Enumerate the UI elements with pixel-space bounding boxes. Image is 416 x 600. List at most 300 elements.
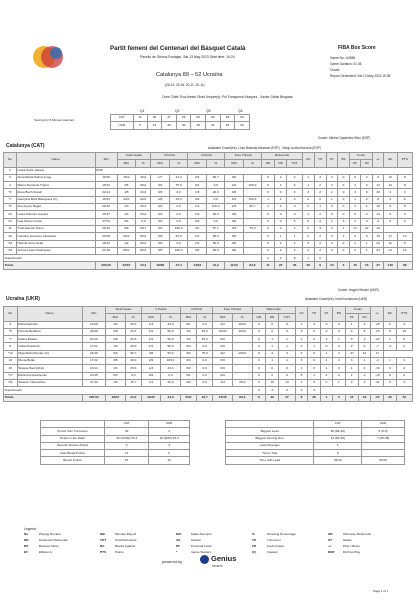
player-name: Helena Oma Giralt bbox=[16, 240, 95, 247]
stat-cell: 3 bbox=[302, 240, 314, 247]
stat-cell: 0 bbox=[338, 247, 350, 254]
stat-cell: 57,1 bbox=[206, 225, 225, 232]
legend-item bbox=[176, 538, 201, 542]
stat-cell: 4/7 bbox=[188, 225, 207, 232]
stat-cell: 2 bbox=[349, 247, 360, 254]
player-name: Mama Dembelé Traoré bbox=[16, 182, 95, 189]
stat-cell: 25,0 bbox=[125, 321, 141, 328]
stat-cell: 0/3 bbox=[180, 343, 196, 350]
stat-cell: 0 bbox=[274, 211, 286, 218]
comp-team-ukr: UKR bbox=[362, 421, 405, 428]
team-coach-cell: 0 bbox=[252, 387, 265, 394]
stat-cell: 2 bbox=[274, 196, 286, 203]
player-row bbox=[4, 189, 413, 196]
player-number: 2 bbox=[4, 167, 17, 174]
col-ef: EF bbox=[384, 153, 397, 168]
stat-cell: 0 bbox=[326, 233, 337, 240]
stat-cell: 66,7 bbox=[136, 225, 151, 232]
stat-cell: 8 bbox=[373, 196, 384, 203]
totals-cell: 84,6 bbox=[243, 262, 262, 269]
totals-cell: 46 bbox=[384, 394, 396, 401]
stat-cell: 1 bbox=[349, 204, 360, 211]
comparison-cat: 3 bbox=[105, 442, 149, 449]
stat-cell: 10 bbox=[266, 379, 279, 386]
legend-item bbox=[100, 550, 124, 554]
col-no: No bbox=[4, 153, 17, 168]
stat-cell: 0 bbox=[308, 350, 321, 357]
comparison-cat: 32 (16/30) 53,3 bbox=[105, 435, 149, 442]
legend-desc: Assists bbox=[191, 538, 201, 542]
col-min: Min bbox=[95, 153, 117, 168]
stat-cell: 0 bbox=[266, 321, 279, 328]
stat-cell: 0 bbox=[320, 379, 332, 386]
stat-cell: 1/4 bbox=[180, 328, 196, 335]
stat-cell: 0 bbox=[308, 358, 321, 365]
group-ft: Free Throws bbox=[213, 307, 252, 314]
stat-cell: 0 bbox=[308, 365, 321, 372]
stat-cell: 75,0 bbox=[243, 225, 262, 232]
stat-cell: 0,0 bbox=[169, 204, 188, 211]
stat-cell: 10:56 bbox=[95, 174, 117, 181]
stat-cell: 3 bbox=[361, 182, 373, 189]
stat-cell: 6 bbox=[358, 328, 370, 335]
col-%-10: % bbox=[232, 314, 252, 321]
stat-cell: 0 bbox=[252, 372, 265, 379]
stat-cell: 1 bbox=[302, 182, 314, 189]
interval-score: 37 bbox=[162, 115, 177, 122]
stat-cell: 10:25 bbox=[82, 321, 105, 328]
stat-cell: 2 bbox=[338, 233, 350, 240]
stat-cell: 1 bbox=[274, 233, 286, 240]
stat-cell: 0/0 bbox=[213, 372, 233, 379]
interval-team: CAT bbox=[111, 115, 134, 122]
stat-cell: 0 bbox=[333, 343, 346, 350]
player-row bbox=[4, 182, 413, 189]
stat-cell: 3 bbox=[287, 204, 303, 211]
stat-cell: 3 bbox=[338, 218, 350, 225]
stat-cell: 1/1 bbox=[188, 204, 207, 211]
ukr-coach: Coach: Ievgen Murzin (UKR) bbox=[338, 288, 379, 292]
stat-cell: 1/4 bbox=[180, 336, 196, 343]
col-pts: PTS bbox=[396, 307, 412, 322]
stat-cell: 100,0 bbox=[169, 225, 188, 232]
player-number: 3 bbox=[4, 321, 18, 328]
cat-coach: Coach: Mireia Capdevila Olivo (ESP) bbox=[318, 136, 371, 140]
stat-cell: 2 bbox=[302, 233, 314, 240]
stat-cell: 2/2 bbox=[151, 225, 170, 232]
comp-team-cat: CAT bbox=[314, 421, 362, 428]
stat-cell: 0/0 bbox=[213, 358, 233, 365]
stat-cell: 60,0 bbox=[136, 233, 151, 240]
stat-cell: 33,3 bbox=[161, 365, 181, 372]
stat-cell: 3 bbox=[274, 218, 286, 225]
legend-abbr: TOT bbox=[100, 538, 107, 542]
stat-cell: 0/2 bbox=[151, 218, 170, 225]
stat-cell: 100,0 bbox=[206, 204, 225, 211]
stat-cell: 0,0 bbox=[206, 182, 225, 189]
col-name: Name bbox=[16, 153, 95, 168]
totals-cell: 13 bbox=[326, 262, 337, 269]
stat-cell: 0 bbox=[358, 372, 370, 379]
legend-abbr: No bbox=[24, 532, 29, 536]
player-row bbox=[4, 379, 413, 386]
stat-cell: 1/2 bbox=[117, 240, 136, 247]
col-ma-7: M/A bbox=[188, 160, 207, 167]
player-number: 13 bbox=[4, 218, 17, 225]
player-row bbox=[4, 336, 413, 343]
player-row bbox=[4, 167, 413, 174]
stat-cell: 13 bbox=[279, 379, 295, 386]
stat-cell: 1 bbox=[262, 196, 275, 203]
stat-cell: 3 bbox=[302, 189, 314, 196]
stat-cell: 33,3 bbox=[125, 328, 141, 335]
totals-cell: 22,7 bbox=[197, 394, 213, 401]
team-coach-fill bbox=[320, 387, 412, 394]
stat-cell: 0/2 bbox=[180, 379, 196, 386]
stat-cell: 1/6 bbox=[106, 379, 126, 386]
stat-cell: 0/4 bbox=[117, 218, 136, 225]
stat-cell: 4 bbox=[302, 211, 314, 218]
player-row bbox=[4, 218, 413, 225]
comparison-ukr: 12 bbox=[149, 457, 190, 464]
ukr-asst-coach: Assistant Coach(es): Inna Kovtunova (UKR) bbox=[305, 297, 368, 301]
col-pf-18: PF bbox=[349, 160, 360, 167]
comparison-row bbox=[41, 442, 190, 449]
player-number: *16 bbox=[4, 240, 17, 247]
stat-cell: 0 bbox=[252, 350, 265, 357]
stat-cell: 0 bbox=[262, 182, 275, 189]
interval-score: 60 bbox=[191, 115, 206, 122]
totals-cell: 5/22 bbox=[180, 394, 196, 401]
legend-desc: Fouls Drawn bbox=[267, 544, 285, 548]
totals-cell: 4 bbox=[320, 394, 332, 401]
group-fg: Field Goals bbox=[106, 307, 142, 314]
game-no: Game No.: 64556 bbox=[330, 56, 356, 60]
legend-abbr: DNP bbox=[328, 550, 335, 554]
stat-cell: 2 bbox=[326, 189, 337, 196]
legend-desc: Total Rebounds bbox=[115, 538, 137, 542]
legend-desc: Points bbox=[115, 550, 124, 554]
stat-cell: 1/4 bbox=[106, 321, 126, 328]
interval-score: 5 bbox=[133, 122, 147, 129]
stat-cell: 17 bbox=[384, 233, 397, 240]
comparison-ukr: 4 bbox=[149, 428, 190, 435]
stat-cell: 100,0 bbox=[232, 328, 252, 335]
stat-cell: 0 bbox=[338, 182, 350, 189]
stat-cell: 0 bbox=[326, 204, 337, 211]
col-no: No bbox=[4, 307, 18, 322]
stat-cell bbox=[243, 211, 262, 218]
player-name: Laia Flores Costa bbox=[16, 218, 95, 225]
col-%-8: % bbox=[197, 314, 213, 321]
stat-cell: 1/5 bbox=[188, 189, 207, 196]
stat-cell: 1 bbox=[349, 240, 360, 247]
report-title: Partit femení del Centenari del Bàsquet Català bbox=[110, 45, 246, 52]
stat-cell: 0/0 bbox=[213, 343, 233, 350]
fiba-label: FIBA Box Score bbox=[338, 45, 376, 51]
stat-cell: -31 bbox=[371, 379, 384, 386]
comparison-cat: 0 bbox=[314, 450, 362, 457]
comparison-label: Bench Points bbox=[41, 457, 105, 464]
group-fouls: Fouls bbox=[345, 307, 371, 314]
stat-cell: 6 bbox=[279, 372, 295, 379]
stat-cell: 0,0 bbox=[197, 358, 213, 365]
totals-cell: 89 bbox=[397, 262, 413, 269]
interval-score: 41 bbox=[206, 122, 221, 129]
stat-cell: 0 bbox=[338, 189, 350, 196]
report-subtitle: Pavelló de Girona-Fontajau, Sat 13 May 2023 Start time: 10:24 bbox=[140, 55, 235, 59]
page-number: Page 1 of 1 bbox=[373, 589, 389, 593]
stat-cell: 3 bbox=[266, 350, 279, 357]
stat-cell: 23 bbox=[373, 247, 384, 254]
col-fd-19: FD bbox=[358, 314, 370, 321]
legend-item bbox=[24, 544, 59, 548]
stat-cell: 1 bbox=[361, 247, 373, 254]
legend-abbr: TO bbox=[252, 538, 257, 542]
stat-cell: 2 bbox=[314, 247, 326, 254]
totals-cell: 29 bbox=[266, 394, 279, 401]
legend-abbr: +/- bbox=[328, 544, 332, 548]
stat-cell: 1 bbox=[361, 204, 373, 211]
stat-cell: 1 bbox=[320, 365, 332, 372]
stat-cell: 0 bbox=[333, 365, 346, 372]
col-ma-5: M/A bbox=[151, 160, 170, 167]
stat-cell: 1/2 bbox=[141, 328, 160, 335]
stat-cell: 2 bbox=[384, 189, 397, 196]
stat-cell: 100,0 bbox=[232, 321, 252, 328]
stat-cell: 2 bbox=[396, 343, 412, 350]
comparison-row bbox=[41, 435, 190, 442]
stat-cell: 60,0 bbox=[136, 182, 151, 189]
player-name: Txell Alarcón Otero bbox=[16, 225, 95, 232]
comparison-label: Biggest Scoring Run bbox=[226, 435, 314, 442]
comparison-label: Second Chance Points bbox=[41, 442, 105, 449]
stat-cell bbox=[243, 233, 262, 240]
legend-item bbox=[328, 538, 352, 542]
stat-cell bbox=[232, 358, 252, 365]
player-row bbox=[4, 247, 413, 254]
stat-cell: 0 bbox=[274, 189, 286, 196]
ukr-box-table bbox=[3, 306, 413, 402]
stat-cell: 0/0 bbox=[225, 233, 243, 240]
stat-cell: 0,0 bbox=[206, 196, 225, 203]
genius-wordmark: Genius bbox=[211, 554, 237, 563]
group-fouls: Fouls bbox=[349, 153, 372, 160]
col-pf-18: PF bbox=[345, 314, 358, 321]
totals-cell: 14/34 bbox=[188, 262, 207, 269]
legend-item bbox=[24, 532, 61, 536]
stat-cell: 2/2 bbox=[141, 358, 160, 365]
team-coach-cell: 5 bbox=[287, 255, 303, 262]
stat-cell: 0/0 bbox=[213, 336, 233, 343]
stat-cell: 8 bbox=[384, 372, 396, 379]
stat-cell: 22:39 bbox=[95, 247, 117, 254]
stat-cell: 33,3 bbox=[161, 321, 181, 328]
stat-cell: 12 bbox=[384, 174, 397, 181]
totals-row bbox=[4, 262, 413, 269]
stat-cell: 0 bbox=[252, 328, 265, 335]
stat-cell: 2 bbox=[396, 365, 412, 372]
stat-cell: 8 bbox=[384, 328, 396, 335]
stat-cell: 14 bbox=[373, 211, 384, 218]
stat-cell: 0,0 bbox=[125, 372, 141, 379]
stat-cell: 50,0 bbox=[206, 240, 225, 247]
stat-cell: 0 bbox=[262, 247, 275, 254]
col-bs: BS bbox=[338, 153, 350, 168]
stat-cell: 25,0 bbox=[232, 379, 252, 386]
stat-cell: 8 bbox=[302, 218, 314, 225]
comparison-cat: 39:23 bbox=[314, 457, 362, 464]
col-or-11: OR bbox=[252, 314, 265, 321]
player-number: *6 bbox=[4, 189, 17, 196]
stat-cell: 27:40 bbox=[82, 379, 105, 386]
player-name: Carolina Guerrero Alcantara bbox=[16, 233, 95, 240]
stat-cell: 16,7 bbox=[125, 379, 141, 386]
legend-title: Legend bbox=[24, 527, 36, 531]
player-number: *7 bbox=[4, 196, 17, 203]
comparison-ukr: 7 (45-38) bbox=[362, 435, 405, 442]
stat-cell: -3 bbox=[371, 358, 384, 365]
powered-by: powered by bbox=[162, 559, 183, 564]
stat-cell: 2 bbox=[287, 174, 303, 181]
totals-cell: 36 bbox=[287, 262, 303, 269]
stat-cell: 0/1 bbox=[188, 182, 207, 189]
col-as: AS bbox=[295, 307, 308, 322]
stat-cell: 20,0 bbox=[125, 343, 141, 350]
stat-cell: 2 bbox=[349, 233, 360, 240]
totals-cell: 26 bbox=[302, 262, 314, 269]
stat-cell: 3 bbox=[345, 328, 358, 335]
stat-cell: 4 bbox=[396, 321, 412, 328]
player-number: *17 bbox=[4, 372, 18, 379]
stat-cell: 0 bbox=[295, 343, 308, 350]
stat-cell: 20:06 bbox=[95, 233, 117, 240]
stat-cell: 2 bbox=[345, 372, 358, 379]
stat-cell: 3 bbox=[361, 218, 373, 225]
comparison-ukr bbox=[362, 442, 405, 449]
comparison-row bbox=[41, 428, 190, 435]
stat-cell: 0/1 bbox=[180, 321, 196, 328]
stat-cell: 1/2 bbox=[188, 233, 207, 240]
stat-cell: DNP bbox=[95, 167, 412, 174]
stat-cell: 0 bbox=[326, 211, 337, 218]
ukr-team-name: Ucraïna (UKR) bbox=[6, 296, 40, 302]
stat-cell: 0 bbox=[295, 350, 308, 357]
totals-cell: 37 bbox=[373, 262, 384, 269]
player-name: Uliana Datsko bbox=[17, 336, 82, 343]
stat-cell: 22 bbox=[361, 225, 373, 232]
legend-abbr: DR bbox=[24, 538, 29, 542]
stat-cell: 0 bbox=[314, 196, 326, 203]
stat-cell: 4 bbox=[279, 358, 295, 365]
totals-cell: 32/72 bbox=[117, 262, 136, 269]
stat-cell: 19 bbox=[397, 247, 413, 254]
stat-cell: 50,0 bbox=[161, 350, 181, 357]
stat-cell: 8 bbox=[295, 372, 308, 379]
group-reb: Rebounds bbox=[262, 153, 303, 160]
comparison-label: Points from Turnovers bbox=[41, 428, 105, 435]
player-number: 11 bbox=[4, 225, 17, 232]
comparison-cat: 30 bbox=[105, 428, 149, 435]
legend-item bbox=[252, 538, 281, 542]
stat-cell: 1 bbox=[279, 343, 295, 350]
stat-cell: 0 bbox=[266, 365, 279, 372]
stat-cell: 0,0 bbox=[197, 379, 213, 386]
stat-cell: 6 bbox=[384, 204, 397, 211]
q4-label: Q4 bbox=[238, 109, 243, 113]
totals-cell: 18 bbox=[358, 394, 370, 401]
stat-cell: 11 bbox=[384, 240, 397, 247]
stat-cell: 1/3 bbox=[141, 365, 160, 372]
comparison-row bbox=[226, 442, 405, 449]
comparison-cat: 1 bbox=[314, 442, 362, 449]
legend-desc: Personal Fouls bbox=[191, 544, 212, 548]
stat-cell: 5 bbox=[384, 379, 396, 386]
comparison-label: Lead Changes bbox=[226, 442, 314, 449]
player-row bbox=[4, 321, 413, 328]
col-tot-13: TOT bbox=[279, 314, 295, 321]
comp-team-cat: CAT bbox=[105, 421, 149, 428]
player-row bbox=[4, 225, 413, 232]
legend-abbr: % bbox=[252, 532, 255, 536]
stat-cell: 40,0 bbox=[125, 358, 141, 365]
crowd: Crowd: bbox=[330, 68, 341, 72]
legend-abbr: ST bbox=[328, 538, 332, 542]
stat-cell: 3 bbox=[358, 379, 370, 386]
stat-cell bbox=[232, 372, 252, 379]
col-min: Min bbox=[82, 307, 105, 322]
legend-item bbox=[176, 532, 212, 536]
stat-cell: 2 bbox=[314, 218, 326, 225]
stat-cell: 2 bbox=[287, 240, 303, 247]
stat-cell: 1 bbox=[333, 379, 346, 386]
stat-cell: 17:21 bbox=[82, 343, 105, 350]
team-coach-fill bbox=[326, 255, 412, 262]
stat-cell: 2/3 bbox=[225, 204, 243, 211]
stat-cell: 3/4 bbox=[151, 182, 170, 189]
interval-row bbox=[111, 115, 250, 122]
col-pm: +/- bbox=[371, 307, 384, 322]
stat-cell: 5 bbox=[397, 204, 413, 211]
stat-cell: 2/6 bbox=[106, 336, 126, 343]
stat-cell: 100,0 bbox=[243, 182, 262, 189]
stat-cell: 8 bbox=[397, 182, 413, 189]
stat-cell: 13 bbox=[397, 233, 413, 240]
totals-cell: 5 bbox=[333, 394, 346, 401]
stat-cell: 3 bbox=[295, 328, 308, 335]
player-row bbox=[4, 328, 413, 335]
totals-cell: 11 bbox=[262, 262, 275, 269]
stat-cell: 16 bbox=[373, 204, 384, 211]
stat-cell: 3 bbox=[314, 225, 326, 232]
col-st: ST bbox=[320, 307, 332, 322]
group-2p: 2 Points bbox=[141, 307, 180, 314]
stat-cell: 0 bbox=[252, 358, 265, 365]
legend-item bbox=[100, 538, 137, 542]
col-ma-7: M/A bbox=[180, 314, 196, 321]
legend-item bbox=[24, 550, 52, 554]
stat-cell: 2 bbox=[274, 225, 286, 232]
stat-cell: 20,0 bbox=[206, 189, 225, 196]
stat-cell: 1 bbox=[262, 204, 275, 211]
stat-cell: 2 bbox=[314, 182, 326, 189]
stat-cell: 0 bbox=[361, 233, 373, 240]
stat-cell: 22:24 bbox=[95, 189, 117, 196]
stat-cell: 2/2 bbox=[225, 182, 243, 189]
legend-abbr: (C) bbox=[252, 550, 257, 554]
team-coach-label: Team/Coach bbox=[4, 387, 253, 394]
stat-cell: 12 bbox=[384, 182, 397, 189]
